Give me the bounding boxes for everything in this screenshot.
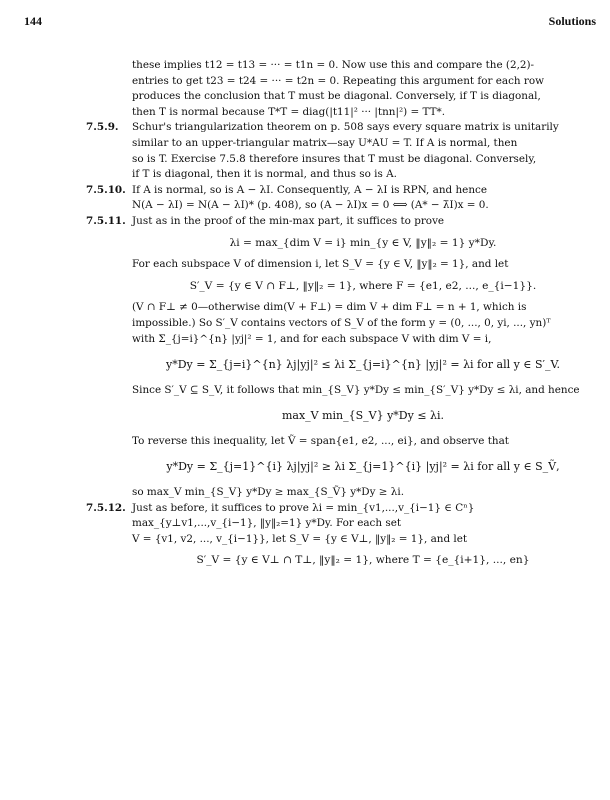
text-line: To reverse this inequality, let Ṽ = span{e1, e2, ..., ei}, and observe that [132,434,509,447]
text-line: Just as in the proof of the min-max part, it suffices to prove [132,214,445,227]
text-line: if T is diagonal, then it is normal, and thus so is A. [132,168,397,181]
problem-7-5-12 [34,501,594,569]
text-line: If A is normal, so is A − λI. Consequently, A − λI is RPN, and hence [132,183,487,196]
equation-subspace-def-2: S′_V = {y ∈ V⊥ ∩ T⊥, ‖y‖₂ = 1}, where T = {e_{i+1}, ..., en} [196,554,530,567]
text-line: so max_V min_{S_V} y*Dy ≥ max_{S_Ṽ} y*Dy ≥ λi. [132,486,405,499]
equation-upper-bound: y*Dy = Σ_{j=i}^{n} λj|yj|² ≤ λi Σ_{j=i}^{n} |yj|² = λi for all y ∈ S′_V. [166,358,560,372]
page-number: 144 [24,14,42,28]
equation-lower-bound: y*Dy = Σ_{j=1}^{i} λj|yj|² ≥ λi Σ_{j=1}^{i} |yj|² = λi for all y ∈ S_Ṽ, [166,460,560,474]
page-body [34,58,594,575]
running-header: Solutions [548,14,596,28]
problem-7-5-9 [34,120,594,182]
text-line: similar to an upper-triangular matrix—say U*AU = T. If A is normal, then [132,136,518,149]
equation-subspace-def: S′_V = {y ∈ V ∩ F⊥, ‖y‖₂ = 1}, where F = {e1, e2, ..., e_{i−1}}. [189,279,537,292]
text-line: Just as before, it suffices to prove λi = min_{v1,...,v_{i−1} ∈ Cⁿ} max_{y⊥v1,...,v_{i−1}, ‖y‖₂=1} y*Dy. For each set [132,501,475,530]
text-line: V = {v1, v2, ..., v_{i−1}}, let S_V = {y ∈ V⊥, ‖y‖₂ = 1}, and let [132,532,468,545]
text-line: entries to get t23 = t24 = ··· = t2n = 0. Repeating this argument for each row [132,74,545,87]
text-line: these implies t12 = t13 = ··· = t1n = 0. Now use this and compare the (2,2)- [132,59,535,71]
text-line: impossible.) So S′_V contains vectors of S_V of the form y = (0, ..., 0, yi, ..., yn)ᵀ [132,316,551,329]
problem-7-5-11 [34,214,594,501]
continuation-paragraph [34,58,594,120]
problem-number: 7.5.9. [86,121,119,134]
text-line: Schur's triangularization theorem on p. 508 says every square matrix is unitarily [132,121,559,134]
text-line: (V ∩ F⊥ ≠ 0—otherwise dim(V + F⊥) = dim V + dim F⊥ = n + 1, which is [132,301,527,314]
text-line: For each subspace V of dimension i, let S_V = {y ∈ V, ‖y‖₂ = 1}, and let [132,258,509,271]
problem-number: 7.5.10. [86,183,126,196]
text-line: N(A − λI) = N(A − λI)* (p. 408), so (A − λI)x = 0 ⟺ (A* − λ̄I)x = 0. [132,199,489,212]
text-line: so is T. Exercise 7.5.8 therefore insures that T must be diagonal. Conversely, [132,152,537,165]
equation-maxmin-bound: max_V min_{S_V} y*Dy ≤ λi. [281,409,445,423]
text-line: with Σ_{j=i}^{n} |yj|² = 1, and for each subspace V with dim V = i, [132,332,492,345]
problem-number: 7.5.12. [86,501,126,514]
equation-maxmin: λi = max_{dim V = i} min_{y ∈ V, ‖y‖₂ = 1} y*Dy. [229,236,497,249]
text-line: then T is normal because T*T = diag(|t11|² ··· |tnn|²) = TT*. [132,105,446,118]
problem-7-5-10 [34,183,594,214]
text-line: Since S′_V ⊆ S_V, it follows that min_{S_V} y*Dy ≤ min_{S′_V} y*Dy ≤ λi, and hence [132,383,580,396]
problem-number: 7.5.11. [86,214,126,227]
text-line: produces the conclusion that T must be diagonal. Conversely, if T is diagonal, [132,90,541,103]
